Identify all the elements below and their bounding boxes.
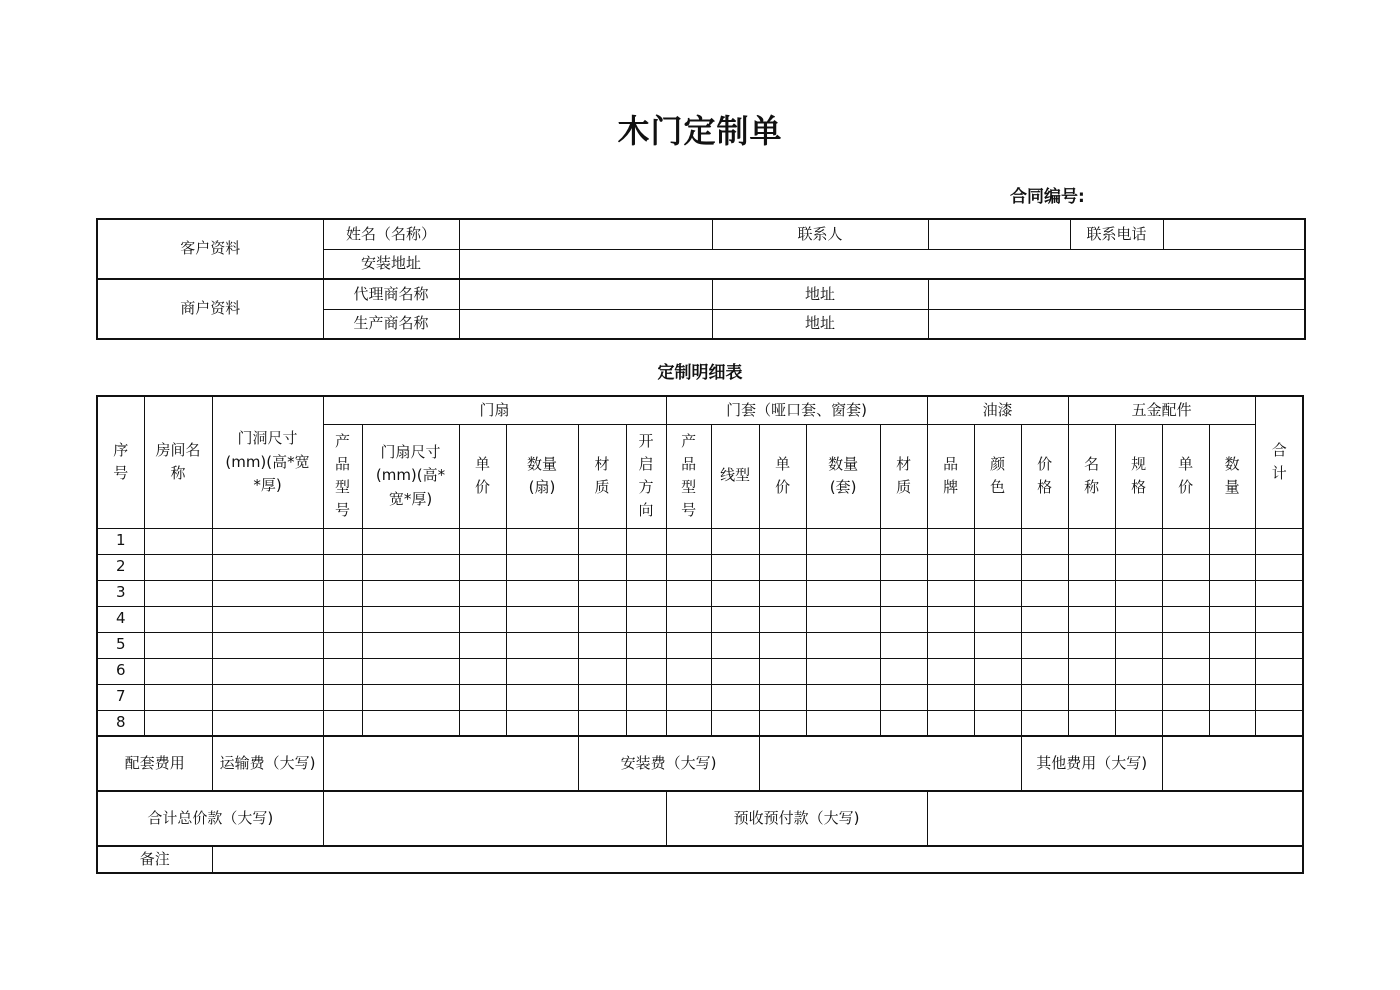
cell[interactable] — [1162, 632, 1209, 658]
cell[interactable] — [759, 684, 806, 710]
cell[interactable] — [323, 528, 362, 554]
cell[interactable] — [666, 632, 711, 658]
cell[interactable] — [1209, 528, 1255, 554]
table-row — [97, 606, 1303, 632]
cell[interactable] — [362, 684, 459, 710]
cell[interactable] — [927, 580, 974, 606]
cell[interactable] — [626, 606, 666, 632]
header-leaf-size: 门扇尺寸(mm)(高*宽*厚) — [362, 424, 459, 528]
cell[interactable] — [1115, 606, 1162, 632]
detail-table — [96, 395, 1304, 874]
cell[interactable] — [362, 658, 459, 684]
cell[interactable] — [666, 528, 711, 554]
cell[interactable] — [323, 684, 362, 710]
cell[interactable] — [323, 580, 362, 606]
cell[interactable] — [212, 684, 323, 710]
cell[interactable] — [974, 710, 1021, 736]
cell[interactable] — [506, 658, 578, 684]
cell[interactable] — [1209, 606, 1255, 632]
cell[interactable] — [666, 606, 711, 632]
cell[interactable] — [506, 528, 578, 554]
header-paint-price: 价格 — [1021, 424, 1068, 528]
cell[interactable] — [880, 710, 927, 736]
cell[interactable] — [759, 580, 806, 606]
cell[interactable] — [1115, 632, 1162, 658]
producer-name-label: 生产商名称 — [323, 309, 459, 339]
cell[interactable] — [323, 554, 362, 580]
install-address-field[interactable] — [459, 249, 1305, 279]
cell[interactable] — [578, 684, 626, 710]
cell[interactable] — [626, 684, 666, 710]
header-room: 房间名称 — [144, 396, 212, 528]
merchant-section-label: 商户资料 — [97, 279, 323, 339]
cell[interactable] — [1209, 554, 1255, 580]
cell[interactable] — [578, 580, 626, 606]
customer-contact-label: 联系人 — [712, 219, 928, 249]
cell[interactable] — [362, 554, 459, 580]
cell[interactable] — [806, 528, 880, 554]
cell[interactable] — [323, 632, 362, 658]
cell[interactable] — [974, 554, 1021, 580]
header-frame-material: 材质 — [880, 424, 927, 528]
cell[interactable] — [144, 580, 212, 606]
cell[interactable] — [1209, 710, 1255, 736]
header-seq: 序号 — [97, 396, 144, 528]
row-number: 2 — [97, 554, 144, 580]
customer-name-field[interactable] — [459, 219, 712, 249]
remark-field[interactable] — [212, 846, 1303, 873]
cell[interactable] — [506, 684, 578, 710]
cell[interactable] — [1255, 710, 1303, 736]
cell[interactable] — [1068, 580, 1115, 606]
cell[interactable] — [806, 606, 880, 632]
info-table — [96, 218, 1306, 340]
table-row — [97, 684, 1303, 710]
cell[interactable] — [1162, 658, 1209, 684]
cell[interactable] — [212, 580, 323, 606]
cell[interactable] — [212, 554, 323, 580]
prepayment-label: 预收预付款（大写) — [666, 791, 927, 846]
producer-name-field[interactable] — [459, 309, 712, 339]
cell[interactable] — [759, 554, 806, 580]
group-paint: 油漆 — [927, 396, 1068, 424]
cell[interactable] — [1115, 710, 1162, 736]
cell[interactable] — [1209, 632, 1255, 658]
cell[interactable] — [1162, 606, 1209, 632]
cell[interactable] — [806, 632, 880, 658]
cell[interactable] — [666, 710, 711, 736]
cell[interactable] — [1255, 554, 1303, 580]
cell[interactable] — [578, 528, 626, 554]
cell[interactable] — [1162, 580, 1209, 606]
cell[interactable] — [711, 710, 759, 736]
table-row — [97, 710, 1303, 736]
cell[interactable] — [1068, 554, 1115, 580]
customer-phone-label: 联系电话 — [1070, 219, 1163, 249]
cell[interactable] — [880, 580, 927, 606]
cell[interactable] — [1209, 580, 1255, 606]
cell[interactable] — [711, 580, 759, 606]
header-hw-price: 单价 — [1162, 424, 1209, 528]
cell[interactable] — [927, 658, 974, 684]
cell[interactable] — [1068, 710, 1115, 736]
cell[interactable] — [1115, 658, 1162, 684]
cell[interactable] — [974, 580, 1021, 606]
cell[interactable] — [212, 528, 323, 554]
cell[interactable] — [1068, 606, 1115, 632]
header-leaf-direction: 开启方向 — [626, 424, 666, 528]
cell[interactable] — [362, 580, 459, 606]
cell[interactable] — [1021, 710, 1068, 736]
cell[interactable] — [506, 710, 578, 736]
cell[interactable] — [1255, 528, 1303, 554]
cell[interactable] — [1021, 684, 1068, 710]
cell[interactable] — [1255, 632, 1303, 658]
cell[interactable] — [459, 554, 506, 580]
cell[interactable] — [1209, 684, 1255, 710]
cell[interactable] — [806, 580, 880, 606]
cell[interactable] — [759, 632, 806, 658]
cell[interactable] — [1115, 580, 1162, 606]
header-total: 合计 — [1255, 396, 1303, 528]
cell[interactable] — [459, 658, 506, 684]
cell[interactable] — [711, 528, 759, 554]
cell[interactable] — [1068, 632, 1115, 658]
cell[interactable] — [927, 710, 974, 736]
remark-label: 备注 — [97, 846, 212, 873]
cell[interactable] — [880, 632, 927, 658]
agent-address-field[interactable] — [928, 279, 1305, 309]
cell[interactable] — [711, 658, 759, 684]
cell[interactable] — [880, 684, 927, 710]
row-number: 1 — [97, 528, 144, 554]
cell[interactable] — [362, 710, 459, 736]
customer-phone-field[interactable] — [1163, 219, 1305, 249]
table-row — [97, 554, 1303, 580]
cell[interactable] — [1255, 684, 1303, 710]
other-fee-field[interactable] — [1162, 736, 1303, 791]
cell[interactable] — [626, 632, 666, 658]
cell[interactable] — [759, 658, 806, 684]
cell[interactable] — [1115, 684, 1162, 710]
cell[interactable] — [506, 632, 578, 658]
cell[interactable] — [1021, 528, 1068, 554]
transport-fee-label: 运输费（大写) — [212, 736, 323, 791]
cell[interactable] — [323, 710, 362, 736]
group-door-leaf: 门扇 — [323, 396, 666, 424]
cell[interactable] — [927, 554, 974, 580]
cell[interactable] — [578, 632, 626, 658]
group-door-frame: 门套（哑口套、窗套) — [666, 396, 927, 424]
install-fee-label: 安装费（大写) — [578, 736, 759, 791]
cell[interactable] — [666, 658, 711, 684]
header-frame-price: 单价 — [759, 424, 806, 528]
header-hw-name: 名称 — [1068, 424, 1115, 528]
cell[interactable] — [927, 632, 974, 658]
cell[interactable] — [144, 554, 212, 580]
cell[interactable] — [974, 658, 1021, 684]
cell[interactable] — [711, 632, 759, 658]
cell[interactable] — [666, 580, 711, 606]
agent-name-field[interactable] — [459, 279, 712, 309]
fees-label: 配套费用 — [97, 736, 212, 791]
header-opening-size: 门洞尺寸(mm)(高*宽*厚) — [212, 396, 323, 528]
cell[interactable] — [806, 554, 880, 580]
cell[interactable] — [506, 606, 578, 632]
cell[interactable] — [1068, 528, 1115, 554]
cell[interactable] — [1162, 710, 1209, 736]
row-number: 7 — [97, 684, 144, 710]
cell[interactable] — [144, 658, 212, 684]
cell[interactable] — [626, 658, 666, 684]
header-paint-color: 颜色 — [974, 424, 1021, 528]
agent-name-label: 代理商名称 — [323, 279, 459, 309]
row-number: 6 — [97, 658, 144, 684]
cell[interactable] — [759, 528, 806, 554]
cell[interactable] — [578, 710, 626, 736]
row-number: 8 — [97, 710, 144, 736]
cell[interactable] — [212, 606, 323, 632]
cell[interactable] — [880, 606, 927, 632]
table-row — [97, 580, 1303, 606]
cell[interactable] — [362, 528, 459, 554]
cell[interactable] — [1162, 684, 1209, 710]
producer-address-label: 地址 — [712, 309, 928, 339]
producer-address-field[interactable] — [928, 309, 1305, 339]
total-price-label: 合计总价款（大写) — [97, 791, 323, 846]
cell[interactable] — [759, 710, 806, 736]
cell[interactable] — [974, 606, 1021, 632]
total-price-field[interactable] — [323, 791, 666, 846]
cell[interactable] — [880, 554, 927, 580]
header-frame-qty: 数量(套) — [806, 424, 880, 528]
header-leaf-price: 单价 — [459, 424, 506, 528]
install-address-label: 安装地址 — [323, 249, 459, 279]
cell[interactable] — [212, 658, 323, 684]
cell[interactable] — [144, 632, 212, 658]
cell[interactable] — [459, 606, 506, 632]
cell[interactable] — [759, 606, 806, 632]
cell[interactable] — [927, 606, 974, 632]
cell[interactable] — [578, 606, 626, 632]
cell[interactable] — [459, 710, 506, 736]
table-row — [97, 658, 1303, 684]
cell[interactable] — [711, 554, 759, 580]
cell[interactable] — [880, 658, 927, 684]
cell[interactable] — [506, 580, 578, 606]
cell[interactable] — [974, 684, 1021, 710]
header-leaf-model: 产品型号 — [323, 424, 362, 528]
cell[interactable] — [1255, 606, 1303, 632]
header-leaf-material: 材质 — [578, 424, 626, 528]
cell[interactable] — [1021, 580, 1068, 606]
cell[interactable] — [362, 606, 459, 632]
detail-title: 定制明细表 — [657, 363, 743, 383]
cell[interactable] — [626, 528, 666, 554]
cell[interactable] — [880, 528, 927, 554]
cell[interactable] — [1255, 580, 1303, 606]
cell[interactable] — [1255, 658, 1303, 684]
install-fee-field[interactable] — [759, 736, 1021, 791]
cell[interactable] — [1068, 658, 1115, 684]
cell[interactable] — [212, 710, 323, 736]
header-leaf-qty: 数量(扇) — [506, 424, 578, 528]
cell[interactable] — [1021, 658, 1068, 684]
group-hardware: 五金配件 — [1068, 396, 1255, 424]
cell[interactable] — [1021, 606, 1068, 632]
cell[interactable] — [459, 632, 506, 658]
cell[interactable] — [1162, 554, 1209, 580]
cell[interactable] — [626, 710, 666, 736]
cell[interactable] — [711, 684, 759, 710]
other-fee-label: 其他费用（大写) — [1021, 736, 1162, 791]
cell[interactable] — [806, 684, 880, 710]
cell[interactable] — [1115, 554, 1162, 580]
customer-section-label: 客户资料 — [97, 219, 323, 279]
cell[interactable] — [1209, 658, 1255, 684]
cell[interactable] — [144, 528, 212, 554]
cell[interactable] — [459, 580, 506, 606]
cell[interactable] — [459, 684, 506, 710]
header-hw-qty: 数量 — [1209, 424, 1255, 528]
cell[interactable] — [459, 528, 506, 554]
cell[interactable] — [506, 554, 578, 580]
table-row — [97, 632, 1303, 658]
cell[interactable] — [666, 554, 711, 580]
cell[interactable] — [144, 684, 212, 710]
agent-address-label: 地址 — [712, 279, 928, 309]
cell[interactable] — [578, 554, 626, 580]
cell[interactable] — [323, 606, 362, 632]
cell[interactable] — [1115, 528, 1162, 554]
prepayment-field[interactable] — [927, 791, 1303, 846]
cell[interactable] — [626, 554, 666, 580]
cell[interactable] — [578, 658, 626, 684]
cell[interactable] — [974, 528, 1021, 554]
transport-fee-field[interactable] — [323, 736, 578, 791]
row-number: 3 — [97, 580, 144, 606]
cell[interactable] — [711, 606, 759, 632]
cell[interactable] — [1068, 684, 1115, 710]
cell[interactable] — [626, 580, 666, 606]
cell[interactable] — [144, 606, 212, 632]
customer-name-label: 姓名（名称） — [323, 219, 459, 249]
header-hw-spec: 规格 — [1115, 424, 1162, 528]
contract-number-label: 合同编号: — [1010, 187, 1085, 207]
cell[interactable] — [666, 684, 711, 710]
table-row — [97, 528, 1303, 554]
cell[interactable] — [806, 710, 880, 736]
cell[interactable] — [144, 710, 212, 736]
customer-contact-field[interactable] — [928, 219, 1070, 249]
cell[interactable] — [323, 658, 362, 684]
cell[interactable] — [1021, 554, 1068, 580]
row-number: 4 — [97, 606, 144, 632]
header-frame-line: 线型 — [711, 424, 759, 528]
cell[interactable] — [927, 684, 974, 710]
cell[interactable] — [1021, 632, 1068, 658]
header-paint-brand: 品牌 — [927, 424, 974, 528]
cell[interactable] — [974, 632, 1021, 658]
cell[interactable] — [362, 632, 459, 658]
cell[interactable] — [212, 632, 323, 658]
page-title: 木门定制单 — [617, 112, 783, 150]
header-frame-model: 产品型号 — [666, 424, 711, 528]
cell[interactable] — [806, 658, 880, 684]
cell[interactable] — [927, 528, 974, 554]
cell[interactable] — [1162, 528, 1209, 554]
row-number: 5 — [97, 632, 144, 658]
